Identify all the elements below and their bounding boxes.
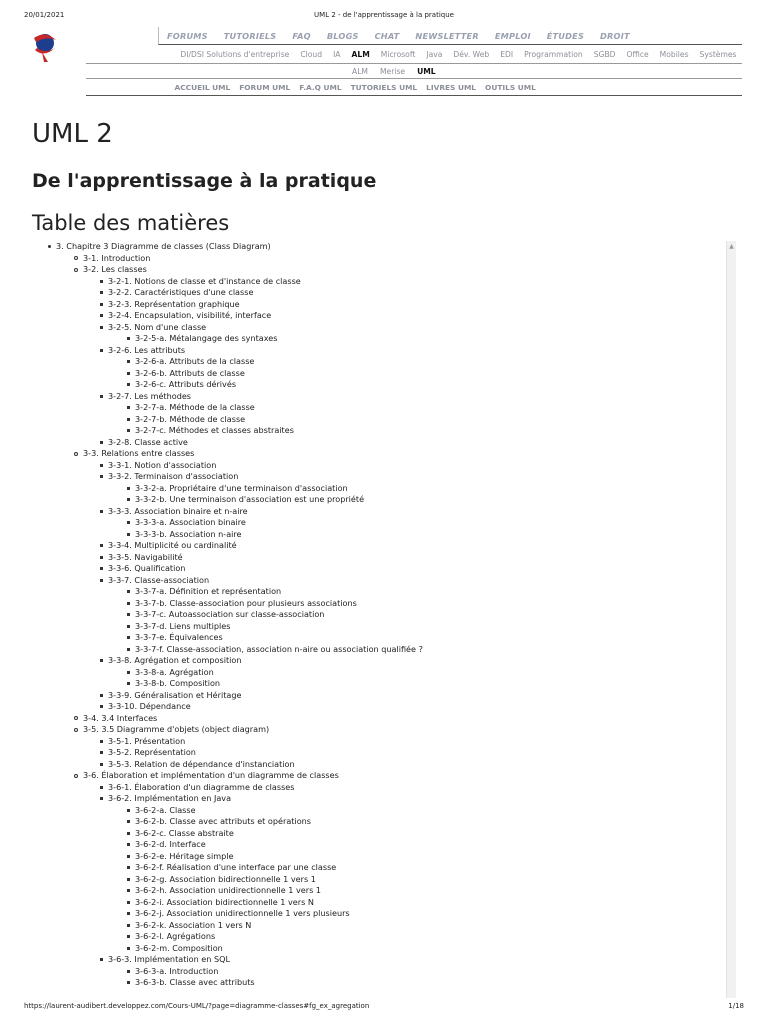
bullet-icon — [127, 406, 130, 409]
toc-item-label: 3-5-3. Relation de dépendance d'instanciation — [108, 758, 295, 769]
bullet-icon — [127, 521, 130, 524]
toc-item[interactable] — [127, 908, 350, 919]
toc-item[interactable] — [100, 736, 185, 747]
bullet-icon — [74, 256, 78, 260]
toc-item[interactable] — [100, 299, 240, 310]
bullet-icon — [127, 648, 130, 651]
alm-nav-item[interactable]: ALM — [352, 66, 368, 76]
bullet-icon — [74, 774, 78, 778]
toc-item-label: 3-6-2. Implémentation en Java — [108, 793, 232, 803]
toc-item[interactable] — [127, 356, 254, 367]
toc-item-label: 3-2-2. Caractéristiques d'une classe — [108, 287, 254, 297]
toc-item-label: 3-6-2-a. Classe — [135, 804, 196, 815]
bullet-icon — [100, 544, 103, 547]
toc-item-label: 3-2-1. Notions de classe et d'instance de classe — [108, 275, 301, 286]
uml-nav-item[interactable]: ACCUEIL UML — [174, 82, 231, 92]
bullet-icon — [100, 280, 103, 283]
toc-item[interactable] — [127, 598, 357, 609]
bullet-icon — [100, 556, 103, 559]
toc-item[interactable] — [127, 805, 196, 816]
page-subtitle: De l'apprentissage à la pratique — [32, 170, 377, 192]
toc-item-label: 3-3-7-b. Classe-association pour plusieurs associations — [135, 597, 357, 608]
alm-subnav — [346, 65, 442, 77]
toc-item[interactable] — [127, 977, 255, 988]
toc-item-label: 3-5. 3.5 Diagramme d'objets (object diagram) — [83, 724, 270, 734]
toc-item-label: 3-6-3-a. Introduction — [135, 965, 219, 976]
bullet-icon — [127, 832, 130, 835]
toc-item[interactable] — [100, 345, 185, 356]
toc-item[interactable] — [100, 563, 185, 574]
category-nav-item[interactable]: Programmation — [524, 49, 583, 59]
toc-item[interactable] — [127, 862, 336, 873]
bullet-icon — [74, 268, 78, 272]
toc-item[interactable] — [127, 586, 281, 597]
toc-item[interactable] — [100, 540, 237, 551]
toc-item-label: 3-2-3. Représentation graphique — [108, 298, 240, 309]
main-nav-item[interactable]: FORUMS — [167, 30, 208, 41]
bullet-icon — [100, 349, 103, 352]
toc-item[interactable] — [100, 759, 295, 770]
category-nav-item[interactable]: EDI — [500, 49, 514, 59]
bullet-icon — [127, 625, 130, 628]
toc-item[interactable] — [127, 529, 242, 540]
toc-item[interactable] — [127, 943, 223, 954]
toc-item[interactable] — [127, 966, 218, 977]
bullet-icon — [127, 498, 130, 501]
toc-item-label: 3-3-2. Terminaison d'association — [108, 471, 239, 481]
toc-item-label: 3-6-2-c. Classe abstraite — [135, 827, 234, 838]
toc-item-label: 3-3-3-a. Association binaire — [135, 517, 246, 527]
toc-item[interactable] — [74, 253, 150, 264]
toc-item[interactable] — [100, 747, 196, 758]
main-nav-item[interactable]: EMPLOI — [494, 30, 531, 41]
nav-divider — [86, 95, 742, 96]
toc-item-label: 3-6-2-j. Association unidirectionnelle 1 vers plusieurs — [135, 908, 350, 918]
toc-item[interactable] — [100, 954, 230, 965]
bullet-icon — [100, 475, 103, 478]
toc-item-label: 3-6-3. Implémentation en SQL — [108, 954, 230, 964]
bullet-icon — [100, 763, 103, 766]
bullet-icon — [127, 487, 130, 490]
toc-item[interactable] — [74, 448, 194, 459]
bullet-icon — [74, 452, 78, 456]
bullet-icon — [100, 958, 103, 961]
uml-nav-item[interactable]: OUTILS UML — [485, 82, 536, 92]
bullet-icon — [48, 245, 51, 248]
toc-item-label: 3-3-8-b. Composition — [135, 678, 221, 688]
bullet-icon — [127, 533, 130, 536]
uml-nav-item[interactable]: F.A.Q UML — [299, 82, 342, 92]
bullet-icon — [100, 567, 103, 570]
toc-item[interactable] — [100, 793, 231, 804]
bullet-icon — [100, 441, 103, 444]
bullet-icon — [127, 924, 130, 927]
toc-item-label: 3-3-7. Classe-association — [108, 574, 210, 585]
bullet-icon — [100, 326, 103, 329]
toc-item[interactable] — [100, 322, 206, 333]
category-nav-item[interactable]: Mobiles — [659, 49, 689, 59]
toc-item[interactable] — [127, 632, 223, 643]
bullet-icon — [127, 372, 130, 375]
bullet-icon — [127, 682, 130, 685]
uml-nav-item[interactable]: TUTORIELS UML — [350, 82, 418, 92]
toc-item[interactable] — [100, 276, 301, 287]
toc-item[interactable] — [74, 724, 269, 735]
toc-item[interactable] — [127, 828, 234, 839]
toc-item-label: 3-2. Les classes — [83, 264, 147, 274]
bullet-icon — [100, 314, 103, 317]
toc-item-label: 3-3-10. Dépendance — [108, 701, 191, 711]
toc-item[interactable] — [100, 287, 253, 298]
toc-item-label: 3-6-2-i. Association bidirectionnelle 1 vers N — [135, 896, 314, 907]
alm-nav-item[interactable]: UML — [417, 66, 436, 76]
toc-item-label: 3-6-3-b. Classe avec attributs — [135, 977, 255, 987]
bullet-icon — [100, 303, 103, 306]
bullet-icon — [127, 383, 130, 386]
toc-item-label: 3-3-1. Notion d'association — [108, 459, 217, 470]
toc-heading: Table des matières — [32, 211, 230, 235]
toc-item[interactable] — [127, 517, 246, 528]
toc-item-label: 3-3-3. Association binaire et n-aire — [108, 505, 248, 516]
toc-item[interactable] — [127, 494, 364, 505]
category-nav-item[interactable]: Microsoft — [380, 49, 416, 59]
category-nav-item[interactable]: ALM — [351, 49, 370, 59]
toc-item-label: 3-3-3-b. Association n-aire — [135, 528, 242, 539]
toc-item[interactable] — [127, 402, 255, 413]
toc-item-label: 3-4. 3.4 Interfaces — [83, 712, 158, 723]
toc-item-label: 3-3-4. Multiplicité ou cardinalité — [108, 540, 237, 550]
bullet-icon — [127, 671, 130, 674]
toc-item-label: 3-5-1. Présentation — [108, 735, 186, 746]
bullet-icon — [100, 659, 103, 662]
page-count: 1/18 — [728, 1002, 744, 1010]
print-date: 20/01/2021 — [24, 11, 65, 19]
toc-item-label: 3-3-7-a. Définition et représentation — [135, 586, 282, 596]
toc-item[interactable] — [127, 379, 236, 390]
bullet-icon — [127, 360, 130, 363]
toc-item-label: 3-2-4. Encapsulation, visibilité, interface — [108, 310, 272, 320]
toc-item-label: 3-3-8. Agrégation et composition — [108, 655, 242, 665]
bullet-icon — [74, 728, 78, 732]
toc-item-label: 3-6-2-b. Classe avec attributs et opérations — [135, 816, 312, 826]
bullet-icon — [127, 866, 130, 869]
toc-item[interactable] — [127, 425, 294, 436]
bullet-icon — [100, 291, 103, 294]
bullet-icon — [127, 820, 130, 823]
toc-item[interactable] — [127, 874, 316, 885]
main-nav-item[interactable]: NEWSLETTER — [415, 30, 479, 41]
toc-item[interactable] — [100, 437, 188, 448]
toc-item[interactable] — [100, 552, 183, 563]
bullet-icon — [127, 912, 130, 915]
category-nav-item[interactable]: Dév. Web — [453, 49, 490, 59]
bullet-icon — [127, 947, 130, 950]
toc-item[interactable] — [74, 264, 147, 275]
bullet-icon — [100, 579, 103, 582]
toc-item-label: 3-3-9. Généralisation et Héritage — [108, 689, 242, 700]
bullet-icon — [127, 981, 130, 984]
bullet-icon — [127, 901, 130, 904]
toc-item[interactable] — [127, 368, 245, 379]
toc-item[interactable] — [100, 310, 271, 321]
toc-item-label: 3-3-7-c. Autoassociation sur classe-association — [135, 609, 325, 619]
bullet-icon — [127, 855, 130, 858]
category-nav-item[interactable]: DI/DSI Solutions d'entreprise — [180, 49, 290, 59]
print-title: UML 2 - de l'apprentissage à la pratique — [314, 11, 454, 19]
bullet-icon — [100, 510, 103, 513]
bullet-icon — [74, 716, 78, 720]
bullet-icon — [127, 418, 130, 421]
alm-nav-item[interactable]: Merise — [379, 66, 406, 76]
main-nav-item[interactable]: DROIT — [600, 30, 630, 41]
toc-item[interactable] — [100, 655, 241, 666]
toc-item[interactable] — [127, 897, 314, 908]
bullet-icon — [127, 613, 130, 616]
developpez-logo[interactable] — [30, 28, 60, 62]
toc-item[interactable] — [74, 713, 157, 724]
nav-divider — [86, 63, 742, 64]
toc-item[interactable] — [127, 816, 311, 827]
toc-item-label: 3-6-2-k. Association 1 vers N — [135, 919, 252, 930]
toc-item-label: 3-6-2-e. Héritage simple — [135, 850, 234, 861]
toc-item-label: 3-6-1. Élaboration d'un diagramme de classes — [108, 781, 295, 792]
toc-item-label: 3-6-2-g. Association bidirectionnelle 1 vers 1 — [135, 873, 316, 884]
toc-item-label: 3-3-7-d. Liens multiples — [135, 620, 231, 631]
bullet-icon — [127, 970, 130, 973]
toc-item-label: 3-2-7. Les méthodes — [108, 390, 192, 401]
bullet-icon — [127, 889, 130, 892]
toc-item[interactable] — [127, 851, 234, 862]
print-url: https://laurent-audibert.developpez.com/Cours-UML/?page=diagramme-classes#fg_ex_agregation — [24, 1002, 370, 1010]
main-nav — [158, 27, 742, 45]
logo-icon — [30, 28, 60, 62]
toc-item[interactable] — [100, 391, 191, 402]
uml-nav-item[interactable]: LIVRES UML — [426, 82, 477, 92]
main-nav-item[interactable]: TUTORIELS — [223, 30, 277, 41]
main-nav-item[interactable]: FAQ — [292, 30, 311, 41]
page-title: UML 2 — [32, 119, 113, 149]
toc-item-label: 3-5-2. Représentation — [108, 747, 196, 757]
toc-item[interactable] — [127, 920, 251, 931]
toc-item-label: 3. Chapitre 3 Diagramme de classes (Class Diagram) — [56, 241, 271, 251]
bullet-icon — [100, 694, 103, 697]
toc-item-label: 3-3-6. Qualification — [108, 563, 186, 573]
toc-item-label: 3-2-6-c. Attributs dérivés — [135, 379, 237, 389]
toc-item[interactable] — [127, 644, 423, 655]
bullet-icon — [127, 878, 130, 881]
toc-item[interactable] — [100, 782, 294, 793]
toc-item-label: 3-3-8-a. Agrégation — [135, 666, 214, 677]
bullet-icon — [100, 395, 103, 398]
toc-item-label: 3-3-2-a. Propriétaire d'une terminaison d'association — [135, 482, 348, 493]
toc-item-label: 3-2-7-c. Méthodes et classes abstraites — [135, 425, 294, 435]
toc-item[interactable] — [127, 678, 220, 689]
toc-item[interactable] — [127, 621, 230, 632]
bullet-icon — [100, 797, 103, 800]
toc-item[interactable] — [100, 701, 191, 712]
toc-item[interactable] — [127, 839, 206, 850]
toc-item-label: 3-2-8. Classe active — [108, 436, 188, 447]
toc-item-label: 3-6-2-l. Agrégations — [135, 931, 216, 941]
toc-item[interactable] — [127, 931, 215, 942]
category-nav-item[interactable]: Systèmes — [699, 49, 737, 59]
toc-item-label: 3-3-7-f. Classe-association, association n-aire ou association qualifiée ? — [135, 643, 423, 654]
toc-item[interactable] — [74, 770, 339, 781]
bullet-icon — [100, 464, 103, 467]
toc-item-label: 3-2-5-a. Métalangage des syntaxes — [135, 333, 278, 343]
bullet-icon — [100, 751, 103, 754]
toc-item-label: 3-2-6-a. Attributs de la classe — [135, 356, 255, 366]
toc-item-label: 3-6-2-m. Composition — [135, 942, 223, 953]
main-nav-item[interactable]: ÉTUDES — [546, 30, 585, 41]
toc-item-label: 3-6-2-d. Interface — [135, 839, 206, 849]
category-nav-item[interactable]: SGBD — [593, 49, 616, 59]
toc-item-label: 3-3-7-e. Équivalences — [135, 632, 223, 642]
toc-item[interactable] — [48, 241, 271, 252]
bullet-icon — [100, 740, 103, 743]
bullet-icon — [127, 590, 130, 593]
category-nav-item[interactable]: Java — [426, 49, 443, 59]
bullet-icon — [127, 636, 130, 639]
toc-item[interactable] — [127, 483, 348, 494]
toc-item[interactable] — [100, 575, 209, 586]
bullet-icon — [100, 786, 103, 789]
toc-item[interactable] — [100, 506, 248, 517]
toc-item[interactable] — [127, 414, 245, 425]
toc-item[interactable] — [100, 471, 238, 482]
toc-item-label: 3-1. Introduction — [83, 252, 151, 263]
toc-item[interactable] — [127, 333, 277, 344]
uml-subnav — [170, 81, 540, 93]
toc-item-label: 3-2-7-a. Méthode de la classe — [135, 402, 255, 412]
toc-item-label: 3-6. Élaboration et implémentation d'un diagramme de classes — [83, 770, 339, 780]
bullet-icon — [127, 429, 130, 432]
print-header — [0, 11, 768, 23]
toc-item[interactable] — [127, 885, 321, 896]
bullet-icon — [127, 843, 130, 846]
toc-item-label: 3-2-5. Nom d'une classe — [108, 321, 207, 332]
category-nav-item[interactable]: Office — [626, 49, 649, 59]
category-nav-item[interactable]: Cloud — [300, 49, 323, 59]
toc-item-label: 3-2-6. Les attributs — [108, 344, 186, 355]
toc-item[interactable] — [127, 609, 324, 620]
bullet-icon — [127, 809, 130, 812]
toc-item[interactable] — [100, 690, 241, 701]
toc-item-label: 3-3-5. Navigabilité — [108, 551, 183, 562]
toc-item-label: 3-3. Relations entre classes — [83, 448, 195, 458]
toc-item-label: 3-6-2-h. Association unidirectionnelle 1 vers 1 — [135, 885, 322, 895]
toc-item[interactable] — [100, 460, 216, 471]
category-nav — [86, 46, 742, 62]
toc-item[interactable] — [127, 667, 214, 678]
bullet-icon — [127, 602, 130, 605]
toc-item-label: 3-6-2-f. Réalisation d'une interface par une classe — [135, 862, 337, 872]
main-nav-item[interactable]: CHAT — [374, 30, 400, 41]
uml-nav-item[interactable]: FORUM UML — [239, 82, 291, 92]
category-nav-item[interactable]: IA — [333, 49, 341, 59]
toc-item-label: 3-3-2-b. Une terminaison d'association est une propriété — [135, 494, 365, 504]
main-nav-item[interactable]: BLOGS — [326, 30, 359, 41]
toc-scrollbar[interactable] — [726, 241, 736, 998]
bullet-icon — [100, 705, 103, 708]
scroll-up-arrow-icon[interactable]: ▲ — [729, 243, 734, 250]
bullet-icon — [127, 337, 130, 340]
toc-item-label: 3-2-6-b. Attributs de classe — [135, 367, 245, 378]
nav-divider — [86, 78, 742, 79]
bullet-icon — [127, 935, 130, 938]
toc-item-label: 3-2-7-b. Méthode de classe — [135, 413, 246, 424]
